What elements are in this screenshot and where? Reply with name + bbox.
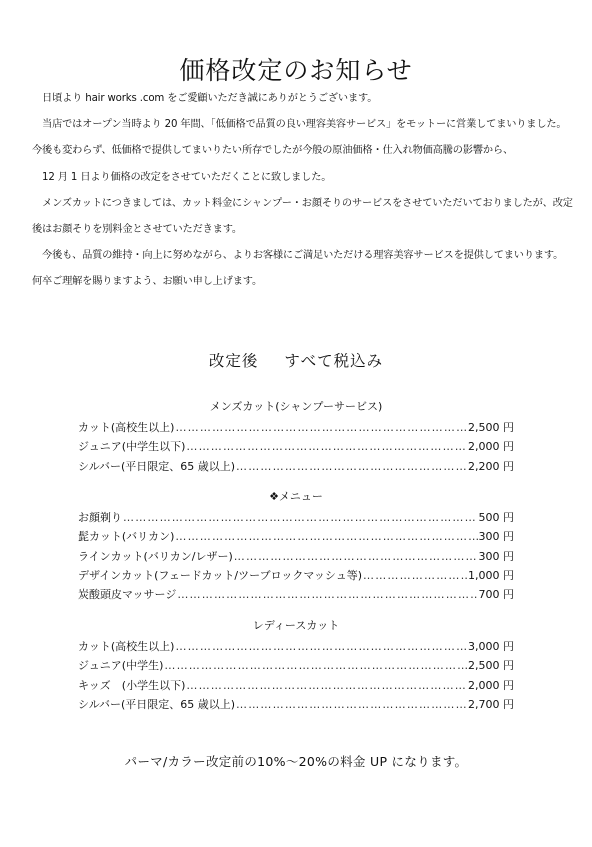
price-row [78,585,514,604]
menu-section [78,488,514,604]
item-price: 2,000 円 [468,678,514,692]
item-price: 2,000 円 [468,440,514,454]
item-name: ジュニア(中学生以下) [78,440,186,454]
leader-dots [234,547,478,566]
intro-line: メンズカットにつきましては、カット料金にシャンプー・お顔そりのサービスをさせていただいておりましたが、改定 [32,197,573,209]
item-name: デザインカット(フェードカット/ツーブロックマッシュ等) [78,568,362,582]
price-row [78,656,514,675]
intro-line: 今後も、品質の維持・向上に努めながら、よりお客様にご満足いただける理容美容サービスを提供してまいります。 [32,250,564,262]
price-row [78,676,514,695]
leader-dots [164,656,467,675]
leader-dots [186,437,467,456]
leader-dots [236,695,467,714]
item-price: 2,500 円 [468,421,514,434]
subtitle-tax-included: すべて税込み [284,352,384,370]
item-price: 3,000 円 [468,640,514,653]
footer-note: パーマ/カラー改定前の10%～20%の料金 UP になります。 [124,754,468,769]
item-name: シルバー(平日限定、65 歳以上) [78,697,236,711]
item-price: 300 円 [478,549,514,563]
intro-line: 今後も変わらず、低価格で提供してまいりたい所存でしたが今般の原油価格・仕入れ物価高騰の影響から、 [32,145,513,157]
item-price: 2,200 円 [468,459,514,473]
item-name: ジュニア(中学生) [78,659,164,673]
leader-dots [363,566,467,585]
item-price: 700 円 [478,588,514,602]
item-price: 2,500 円 [468,659,514,673]
item-price: 1,000 円 [468,568,514,582]
intro-line: 日頃より hair works .com をご愛顧いただき誠にありがとうございます。 [32,93,378,104]
item-price: 300 円 [478,530,514,544]
ladies-cut-section [78,617,514,714]
leader-dots [236,457,467,476]
leader-dots [175,418,467,437]
leader-dots [175,637,467,656]
price-row [78,457,514,476]
item-price: 500 円 [478,511,514,524]
item-name: キッズ (小学生以下) [78,678,186,692]
leader-dots [175,527,477,546]
leader-dots [177,585,477,604]
page-title: 価格改定のお知らせ [179,55,413,85]
section-heading: メンズカット(シャンプーサービス) [209,400,383,413]
price-row [78,508,514,527]
item-name: カット(高校生以上) [78,640,175,653]
price-row [78,547,514,566]
section-heading: ❖メニュー [269,490,323,503]
item-name: シルバー(平日限定、65 歳以上) [78,459,236,473]
price-row [78,527,514,546]
price-row [78,418,514,437]
mens-cut-section [78,398,514,476]
subtitle-after-revision: 改定後 [208,352,259,370]
section-heading: レディースカット [252,619,340,632]
intro-line: 12 月 1 日より価格の改定をさせていただくことに致しました。 [32,171,332,183]
item-name: カット(高校生以上) [78,421,175,434]
price-row [78,695,514,714]
item-name: お顔剃り [78,511,122,524]
intro-line: 何卒ご理解を賜りますよう、お願い申し上げます。 [32,276,263,288]
leader-dots [123,508,478,527]
item-name: 髭カット(バリカン) [78,530,175,544]
price-list-subtitle [0,349,592,371]
item-price: 2,700 円 [468,697,514,711]
price-row [78,437,514,456]
price-row [78,637,514,656]
intro-line: 後はお顔そりを別料金とさせていただきます。 [32,223,242,235]
price-row [78,566,514,585]
item-name: 炭酸頭皮マッサージ [78,588,177,602]
intro-text [32,91,572,301]
item-name: ラインカット(バリカン/レザー) [78,549,233,563]
leader-dots [186,676,467,695]
intro-line: 当店ではオープン当時より 20 年間、「低価格で品質の良い理容美容サービス」をモットーに営業してまいりました。 [32,119,567,131]
